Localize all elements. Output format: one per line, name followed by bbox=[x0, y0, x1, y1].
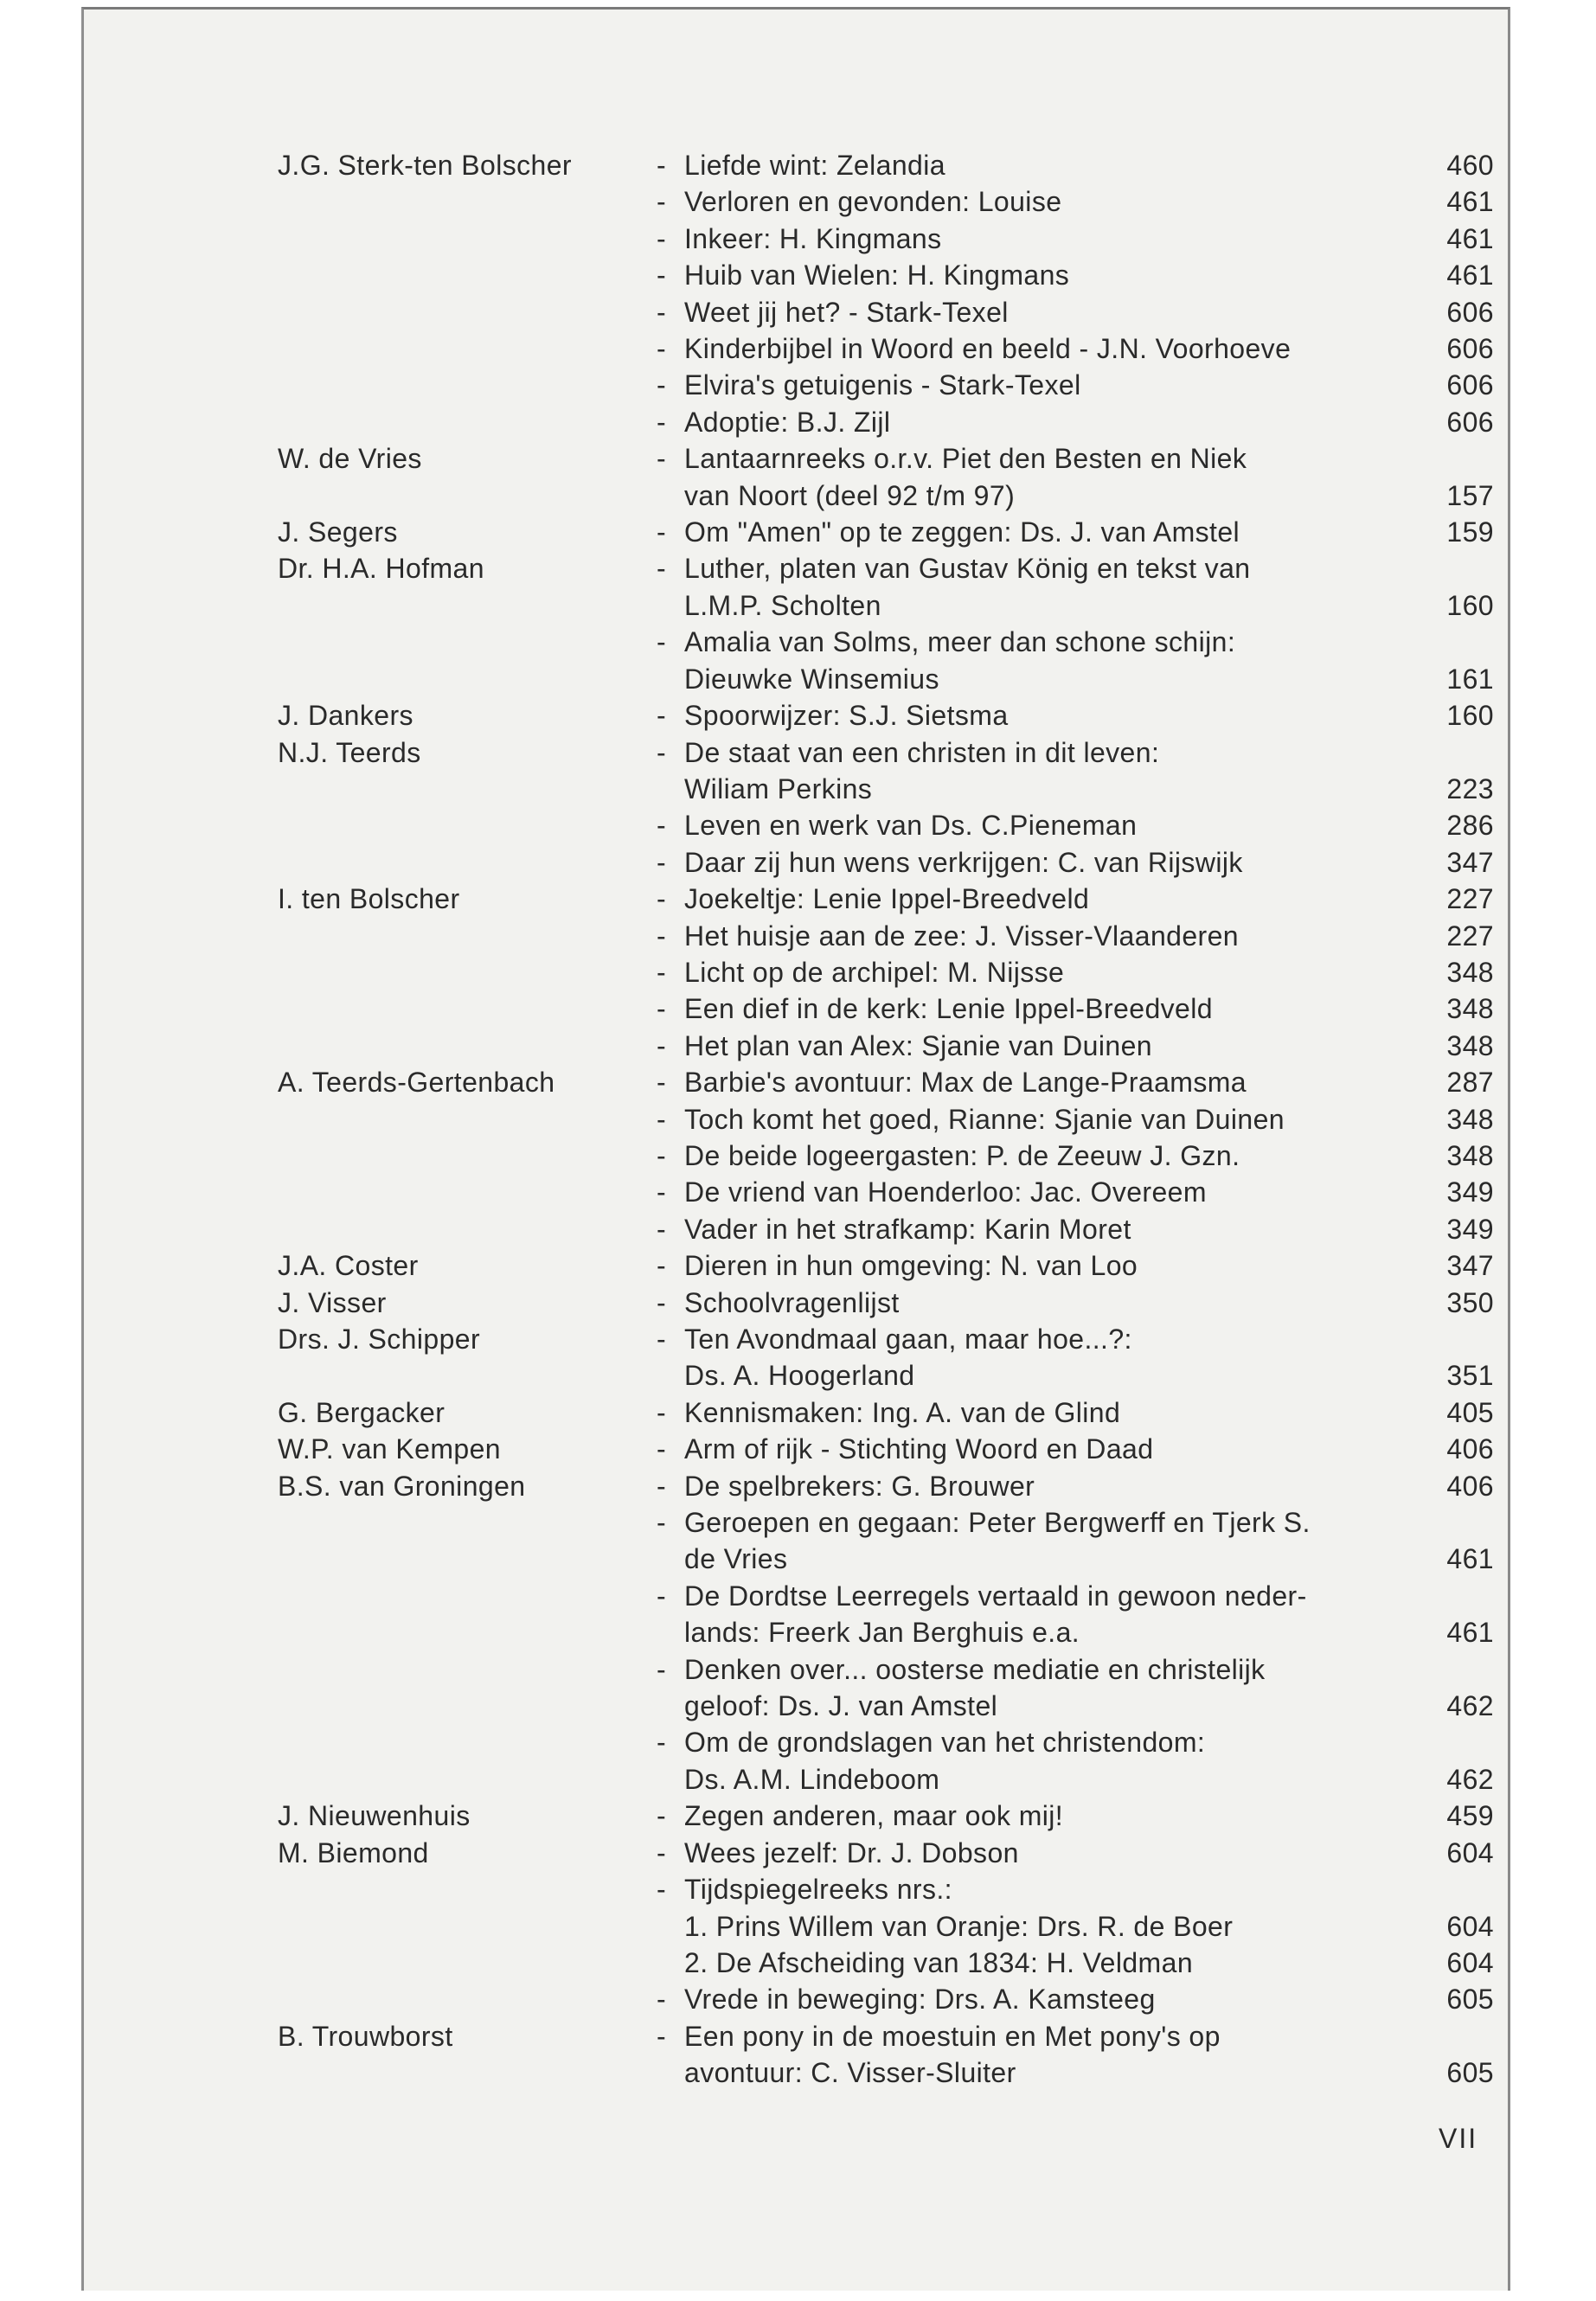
entry-title bbox=[684, 881, 1411, 917]
entry-work bbox=[657, 1504, 1506, 1578]
index-entry bbox=[278, 1981, 1506, 2017]
entry-title-line: Leven en werk van Ds. C.Pieneman bbox=[684, 810, 1138, 842]
entry-title-line: Om de grondslagen van het christendom: bbox=[684, 1727, 1206, 1759]
entry-dash: - bbox=[657, 846, 667, 878]
index-entry bbox=[278, 1871, 1506, 1907]
entry-title-line: Adoptie: B.J. Zijl bbox=[684, 406, 891, 438]
index-entry bbox=[278, 1101, 1506, 1138]
entry-page: 461 bbox=[1446, 1543, 1494, 1575]
entry-title-line: 2. De Afscheiding van 1834: H. Veldman bbox=[684, 1946, 1194, 1978]
entry-title-line: Joekeltje: Lenie Ippel-Breedveld bbox=[684, 883, 1090, 915]
index-entry bbox=[278, 514, 1506, 550]
entry-title-line: Denken over... oosterse mediatie en christelijk bbox=[684, 1653, 1266, 1685]
entry-title bbox=[684, 1945, 1411, 1981]
entry-title bbox=[684, 257, 1411, 293]
entry-dash: - bbox=[657, 553, 667, 585]
entry-author: W.P. van Kempen bbox=[278, 1433, 501, 1465]
entry-dash: - bbox=[657, 736, 667, 768]
entry-dash: - bbox=[657, 1984, 667, 2016]
entry-page: 347 bbox=[1446, 846, 1494, 878]
entry-page: 348 bbox=[1446, 1029, 1494, 1061]
index-entry bbox=[278, 954, 1506, 990]
entry-page: 347 bbox=[1446, 1250, 1494, 1282]
entry-author: Drs. J. Schipper bbox=[278, 1324, 481, 1355]
entry-dash: - bbox=[657, 1286, 667, 1318]
entry-dash: - bbox=[657, 883, 667, 915]
entry-title bbox=[684, 844, 1411, 881]
entry-page: 605 bbox=[1446, 1984, 1494, 2016]
index-entry bbox=[278, 697, 1506, 734]
entry-page: 605 bbox=[1446, 2057, 1494, 2089]
entry-title bbox=[684, 807, 1411, 843]
entry-work bbox=[657, 1871, 1506, 1907]
entry-dash: - bbox=[657, 406, 667, 438]
entry-title bbox=[684, 294, 1411, 330]
entry-title bbox=[684, 1798, 1411, 1834]
entry-work bbox=[657, 1945, 1506, 1981]
index-entry bbox=[278, 1798, 1506, 1834]
index-entry bbox=[278, 1394, 1506, 1431]
entry-title-line: Dieren in hun omgeving: N. van Loo bbox=[684, 1250, 1138, 1282]
entry-work bbox=[657, 807, 1506, 843]
index-entry bbox=[278, 183, 1506, 220]
entry-page: 161 bbox=[1446, 663, 1494, 695]
entry-dash bbox=[657, 1945, 684, 1981]
entry-author: N.J. Teerds bbox=[278, 736, 421, 768]
document-page bbox=[81, 7, 1510, 2291]
entry-author: Dr. H.A. Hofman bbox=[278, 553, 484, 585]
entry-author: J. Dankers bbox=[278, 700, 413, 732]
entry-page: 606 bbox=[1446, 333, 1494, 365]
entry-work bbox=[657, 844, 1506, 881]
entry-title bbox=[684, 1578, 1411, 1651]
entry-author: B.S. van Groningen bbox=[278, 1470, 526, 1502]
entry-title-line: Kennismaken: Ing. A. van de Glind bbox=[684, 1396, 1121, 1428]
entry-title-line: Amalia van Solms, meer dan schone schijn: bbox=[684, 626, 1236, 658]
entry-title bbox=[684, 1174, 1411, 1210]
entry-title bbox=[684, 1247, 1411, 1284]
entry-title-line: Tijdspiegelreeks nrs.: bbox=[684, 1874, 952, 1906]
entry-work bbox=[657, 330, 1506, 367]
entry-work bbox=[657, 1101, 1506, 1138]
entry-work bbox=[657, 1211, 1506, 1247]
entry-title bbox=[684, 183, 1411, 220]
entry-title-line: Inkeer: H. Kingmans bbox=[684, 222, 942, 254]
entry-title bbox=[684, 1431, 1411, 1467]
index-entry bbox=[278, 2018, 1506, 2092]
entry-title-line: Arm of rijk - Stichting Woord en Daad bbox=[684, 1433, 1154, 1465]
entry-dash: - bbox=[657, 920, 667, 952]
entry-title-line: De beide logeergasten: P. de Zeeuw J. Gzn. bbox=[684, 1139, 1240, 1171]
index-entry bbox=[278, 330, 1506, 367]
entry-page: 461 bbox=[1446, 260, 1494, 292]
index-entry bbox=[278, 1028, 1506, 1064]
entry-title-line: Zegen anderen, maar ook mij! bbox=[684, 1800, 1064, 1832]
entry-work bbox=[657, 1835, 1506, 1871]
entry-author: J.A. Coster bbox=[278, 1250, 419, 1282]
entry-dash: - bbox=[657, 333, 667, 365]
entry-page: 606 bbox=[1446, 369, 1494, 401]
entry-title-line: geloof: Ds. J. van Amstel bbox=[684, 1690, 998, 1722]
entry-work bbox=[657, 1578, 1506, 1651]
entry-page: 604 bbox=[1446, 1836, 1494, 1868]
entry-dash: - bbox=[657, 1727, 667, 1759]
entry-title-line: Elvira's getuigenis - Stark-Texel bbox=[684, 369, 1081, 401]
entry-title bbox=[684, 1394, 1411, 1431]
entry-work bbox=[657, 440, 1506, 514]
entry-dash: - bbox=[657, 1580, 667, 1612]
entry-title-line: Om "Amen" op te zeggen: Ds. J. van Amstel bbox=[684, 516, 1240, 548]
entry-dash: - bbox=[657, 2020, 667, 2052]
entry-work bbox=[657, 1138, 1506, 1174]
index-entry bbox=[278, 1651, 1506, 1725]
entry-title-line: De vriend van Hoenderloo: Jac. Overeem bbox=[684, 1176, 1207, 1208]
entry-title-line: de Vries bbox=[684, 1543, 788, 1575]
entry-author: M. Biemond bbox=[278, 1836, 429, 1868]
entry-page: 286 bbox=[1446, 810, 1494, 842]
entry-author: J.G. Sterk-ten Bolscher bbox=[278, 150, 572, 181]
entry-page: 227 bbox=[1446, 883, 1494, 915]
entry-author: A. Teerds-Gertenbach bbox=[278, 1067, 555, 1099]
entry-page: 160 bbox=[1446, 700, 1494, 732]
entry-title-line: Wiliam Perkins bbox=[684, 772, 873, 804]
entry-author: W. de Vries bbox=[278, 443, 422, 475]
entry-dash: - bbox=[657, 150, 667, 181]
entry-work bbox=[657, 183, 1506, 220]
entry-title-line: Dieuwke Winsemius bbox=[684, 663, 939, 695]
entry-work bbox=[657, 697, 1506, 734]
index-entry bbox=[278, 807, 1506, 843]
entry-page: 348 bbox=[1446, 1139, 1494, 1171]
entry-work bbox=[657, 1285, 1506, 1321]
entry-page: 287 bbox=[1446, 1067, 1494, 1099]
entry-title bbox=[684, 367, 1411, 403]
entry-page: 227 bbox=[1446, 920, 1494, 952]
entry-dash: - bbox=[657, 1507, 667, 1539]
entry-title bbox=[684, 550, 1411, 624]
entry-title-line: Een dief in de kerk: Lenie Ippel-Breedveld bbox=[684, 993, 1213, 1025]
entry-title bbox=[684, 1908, 1411, 1945]
entry-page: 223 bbox=[1446, 772, 1494, 804]
entry-dash: - bbox=[657, 222, 667, 254]
entry-work bbox=[657, 514, 1506, 550]
entry-title bbox=[684, 1981, 1411, 2017]
entry-title-line: Huib van Wielen: H. Kingmans bbox=[684, 260, 1070, 292]
entry-title-line: Liefde wint: Zelandia bbox=[684, 150, 945, 181]
page-number: VII bbox=[1439, 2123, 1478, 2154]
entry-page: 159 bbox=[1446, 516, 1494, 548]
entry-page: 405 bbox=[1446, 1396, 1494, 1428]
entry-title-line: Ds. A.M. Lindeboom bbox=[684, 1763, 940, 1795]
entry-dash: - bbox=[657, 296, 667, 328]
entry-work bbox=[657, 1724, 1506, 1798]
entry-title bbox=[684, 404, 1411, 440]
entry-title-line: De Dordtse Leerregels vertaald in gewoon neder- bbox=[684, 1580, 1307, 1612]
index-entry bbox=[278, 990, 1506, 1027]
entry-title-line: Licht op de archipel: M. Nijsse bbox=[684, 956, 1065, 988]
entry-page: 606 bbox=[1446, 406, 1494, 438]
entry-title bbox=[684, 1468, 1411, 1504]
index-entry bbox=[278, 1468, 1506, 1504]
entry-title bbox=[684, 918, 1411, 954]
entry-dash: - bbox=[657, 810, 667, 842]
entry-title-line: avontuur: C. Visser-Sluiter bbox=[684, 2057, 1016, 2089]
index-entry bbox=[278, 440, 1506, 514]
entry-page: 351 bbox=[1446, 1360, 1494, 1392]
entry-page: 349 bbox=[1446, 1176, 1494, 1208]
entry-title bbox=[684, 954, 1411, 990]
entry-dash bbox=[657, 1908, 684, 1945]
entry-title bbox=[684, 1285, 1411, 1321]
entry-title-line: Vader in het strafkamp: Karin Moret bbox=[684, 1213, 1131, 1245]
entry-title-line: Ds. A. Hoogerland bbox=[684, 1360, 915, 1392]
entry-title bbox=[684, 1871, 1411, 1907]
entry-author: I. ten Bolscher bbox=[278, 883, 460, 915]
entry-title-line: Toch komt het goed, Rianne: Sjanie van Duinen bbox=[684, 1103, 1285, 1135]
entry-dash: - bbox=[657, 443, 667, 475]
index-list bbox=[278, 147, 1506, 2092]
entry-page: 348 bbox=[1446, 993, 1494, 1025]
entry-author: B. Trouwborst bbox=[278, 2020, 453, 2052]
index-entry bbox=[278, 881, 1506, 917]
entry-title bbox=[684, 1651, 1411, 1725]
entry-work bbox=[657, 624, 1506, 697]
entry-title bbox=[684, 990, 1411, 1027]
entry-dash: - bbox=[657, 260, 667, 292]
index-entry bbox=[278, 1945, 1506, 1981]
entry-dash: - bbox=[657, 1324, 667, 1355]
entry-work bbox=[657, 1064, 1506, 1100]
entry-work bbox=[657, 1174, 1506, 1210]
index-entry bbox=[278, 1835, 1506, 1871]
entry-page: 459 bbox=[1446, 1800, 1494, 1832]
entry-page: 348 bbox=[1446, 956, 1494, 988]
entry-title bbox=[684, 330, 1411, 367]
index-entry bbox=[278, 1321, 1506, 1394]
entry-title-line: De staat van een christen in dit leven: bbox=[684, 736, 1160, 768]
index-entry bbox=[278, 147, 1506, 183]
entry-title bbox=[684, 697, 1411, 734]
index-entry bbox=[278, 1138, 1506, 1174]
entry-page: 462 bbox=[1446, 1690, 1494, 1722]
index-entry bbox=[278, 1064, 1506, 1100]
entry-author: J. Visser bbox=[278, 1286, 387, 1318]
entry-title bbox=[684, 221, 1411, 257]
entry-work bbox=[657, 1468, 1506, 1504]
entry-title-line: Lantaarnreeks o.r.v. Piet den Besten en Niek bbox=[684, 443, 1247, 475]
entry-page: 348 bbox=[1446, 1103, 1494, 1135]
entry-title-line: Het huisje aan de zee: J. Visser-Vlaanderen bbox=[684, 920, 1239, 952]
entry-work bbox=[657, 1431, 1506, 1467]
entry-title-line: Verloren en gevonden: Louise bbox=[684, 186, 1062, 218]
index-entry bbox=[278, 734, 1506, 808]
index-entry bbox=[278, 918, 1506, 954]
entry-dash: - bbox=[657, 1139, 667, 1171]
entry-author: J. Segers bbox=[278, 516, 398, 548]
entry-title bbox=[684, 734, 1411, 808]
entry-dash: - bbox=[657, 1433, 667, 1465]
entry-title-line: Wees jezelf: Dr. J. Dobson bbox=[684, 1836, 1019, 1868]
entry-work bbox=[657, 367, 1506, 403]
entry-work bbox=[657, 2018, 1506, 2092]
index-entry bbox=[278, 1174, 1506, 1210]
entry-page: 350 bbox=[1446, 1286, 1494, 1318]
entry-work bbox=[657, 221, 1506, 257]
entry-title-line: De spelbrekers: G. Brouwer bbox=[684, 1470, 1035, 1502]
entry-work bbox=[657, 1028, 1506, 1064]
index-entry bbox=[278, 367, 1506, 403]
entry-dash: - bbox=[657, 186, 667, 218]
index-entry bbox=[278, 1724, 1506, 1798]
index-entry bbox=[278, 550, 1506, 624]
entry-work bbox=[657, 550, 1506, 624]
entry-work bbox=[657, 1247, 1506, 1284]
entry-title-line: Geroepen en gegaan: Peter Bergwerff en Tjerk S. bbox=[684, 1507, 1311, 1539]
entry-work bbox=[657, 881, 1506, 917]
entry-title bbox=[684, 1504, 1411, 1578]
entry-page: 406 bbox=[1446, 1470, 1494, 1502]
entry-title bbox=[684, 1211, 1411, 1247]
entry-page: 604 bbox=[1446, 1946, 1494, 1978]
entry-work bbox=[657, 918, 1506, 954]
entry-dash: - bbox=[657, 1029, 667, 1061]
entry-dash: - bbox=[657, 1213, 667, 1245]
entry-title-line: lands: Freerk Jan Berghuis e.a. bbox=[684, 1617, 1080, 1649]
entry-work bbox=[657, 1651, 1506, 1725]
entry-author: G. Bergacker bbox=[278, 1396, 445, 1428]
entry-work bbox=[657, 734, 1506, 808]
entry-title-line: Een pony in de moestuin en Met pony's op bbox=[684, 2020, 1221, 2052]
entry-work bbox=[657, 990, 1506, 1027]
entry-work bbox=[657, 1981, 1506, 2017]
entry-page: 606 bbox=[1446, 296, 1494, 328]
entry-page: 461 bbox=[1446, 222, 1494, 254]
entry-dash: - bbox=[657, 700, 667, 732]
entry-title-line: Spoorwijzer: S.J. Sietsma bbox=[684, 700, 1009, 732]
index-entry bbox=[278, 404, 1506, 440]
entry-title-line: Het plan van Alex: Sjanie van Duinen bbox=[684, 1029, 1152, 1061]
entry-dash: - bbox=[657, 1470, 667, 1502]
entry-title-line: Weet jij het? - Stark-Texel bbox=[684, 296, 1009, 328]
entry-title bbox=[684, 2018, 1411, 2092]
entry-dash: - bbox=[657, 626, 667, 658]
entry-work bbox=[657, 954, 1506, 990]
index-entry bbox=[278, 1285, 1506, 1321]
entry-work bbox=[657, 1908, 1506, 1945]
index-entry bbox=[278, 1504, 1506, 1578]
entry-work bbox=[657, 404, 1506, 440]
entry-page: 349 bbox=[1446, 1213, 1494, 1245]
entry-title-line: 1. Prins Willem van Oranje: Drs. R. de Boer bbox=[684, 1910, 1234, 1942]
entry-work bbox=[657, 294, 1506, 330]
entry-title-line: Luther, platen van Gustav König en tekst van bbox=[684, 553, 1251, 585]
entry-title-line: Schoolvragenlijst bbox=[684, 1286, 900, 1318]
entry-title-line: van Noort (deel 92 t/m 97) bbox=[684, 479, 1016, 511]
entry-work bbox=[657, 1321, 1506, 1394]
entry-title bbox=[684, 1028, 1411, 1064]
entry-dash: - bbox=[657, 956, 667, 988]
entry-page: 460 bbox=[1446, 150, 1494, 181]
index-entry bbox=[278, 1247, 1506, 1284]
entry-title-line: Ten Avondmaal gaan, maar hoe...?: bbox=[684, 1324, 1132, 1355]
entry-dash: - bbox=[657, 1653, 667, 1685]
entry-title-line: Kinderbijbel in Woord en beeld - J.N. Voorhoeve bbox=[684, 333, 1292, 365]
entry-dash: - bbox=[657, 1800, 667, 1832]
index-entry bbox=[278, 1431, 1506, 1467]
entry-title bbox=[684, 624, 1411, 697]
entry-author: J. Nieuwenhuis bbox=[278, 1800, 471, 1832]
entry-page: 462 bbox=[1446, 1763, 1494, 1795]
entry-title bbox=[684, 1101, 1411, 1138]
index-entry bbox=[278, 294, 1506, 330]
entry-dash: - bbox=[657, 1836, 667, 1868]
entry-work bbox=[657, 257, 1506, 293]
entry-work bbox=[657, 1798, 1506, 1834]
entry-title-line: Vrede in beweging: Drs. A. Kamsteeg bbox=[684, 1984, 1156, 2016]
entry-work bbox=[657, 1394, 1506, 1431]
entry-page: 406 bbox=[1446, 1433, 1494, 1465]
entry-page: 157 bbox=[1446, 479, 1494, 511]
entry-dash: - bbox=[657, 1396, 667, 1428]
entry-page: 604 bbox=[1446, 1910, 1494, 1942]
index-entry bbox=[278, 624, 1506, 697]
index-entry bbox=[278, 257, 1506, 293]
entry-title bbox=[684, 1321, 1411, 1394]
entry-title bbox=[684, 1835, 1411, 1871]
entry-dash: - bbox=[657, 369, 667, 401]
entry-work bbox=[657, 147, 1506, 183]
entry-dash: - bbox=[657, 1067, 667, 1099]
entry-title bbox=[684, 514, 1411, 550]
entry-page: 461 bbox=[1446, 1617, 1494, 1649]
entry-dash: - bbox=[657, 993, 667, 1025]
entry-title-line: Daar zij hun wens verkrijgen: C. van Rijswijk bbox=[684, 846, 1243, 878]
entry-title bbox=[684, 1724, 1411, 1798]
entry-title-line: Barbie's avontuur: Max de Lange-Praamsma bbox=[684, 1067, 1247, 1099]
index-entry bbox=[278, 1211, 1506, 1247]
entry-dash: - bbox=[657, 1874, 667, 1906]
entry-dash: - bbox=[657, 1250, 667, 1282]
entry-title-line: L.M.P. Scholten bbox=[684, 589, 881, 621]
entry-title bbox=[684, 1138, 1411, 1174]
index-entry bbox=[278, 1578, 1506, 1651]
index-entry bbox=[278, 844, 1506, 881]
entry-dash: - bbox=[657, 516, 667, 548]
entry-page: 461 bbox=[1446, 186, 1494, 218]
entry-dash: - bbox=[657, 1176, 667, 1208]
index-entry bbox=[278, 221, 1506, 257]
entry-title bbox=[684, 1064, 1411, 1100]
entry-title bbox=[684, 147, 1411, 183]
index-entry bbox=[278, 1908, 1506, 1945]
entry-page: 160 bbox=[1446, 589, 1494, 621]
entry-title bbox=[684, 440, 1411, 514]
entry-dash: - bbox=[657, 1103, 667, 1135]
